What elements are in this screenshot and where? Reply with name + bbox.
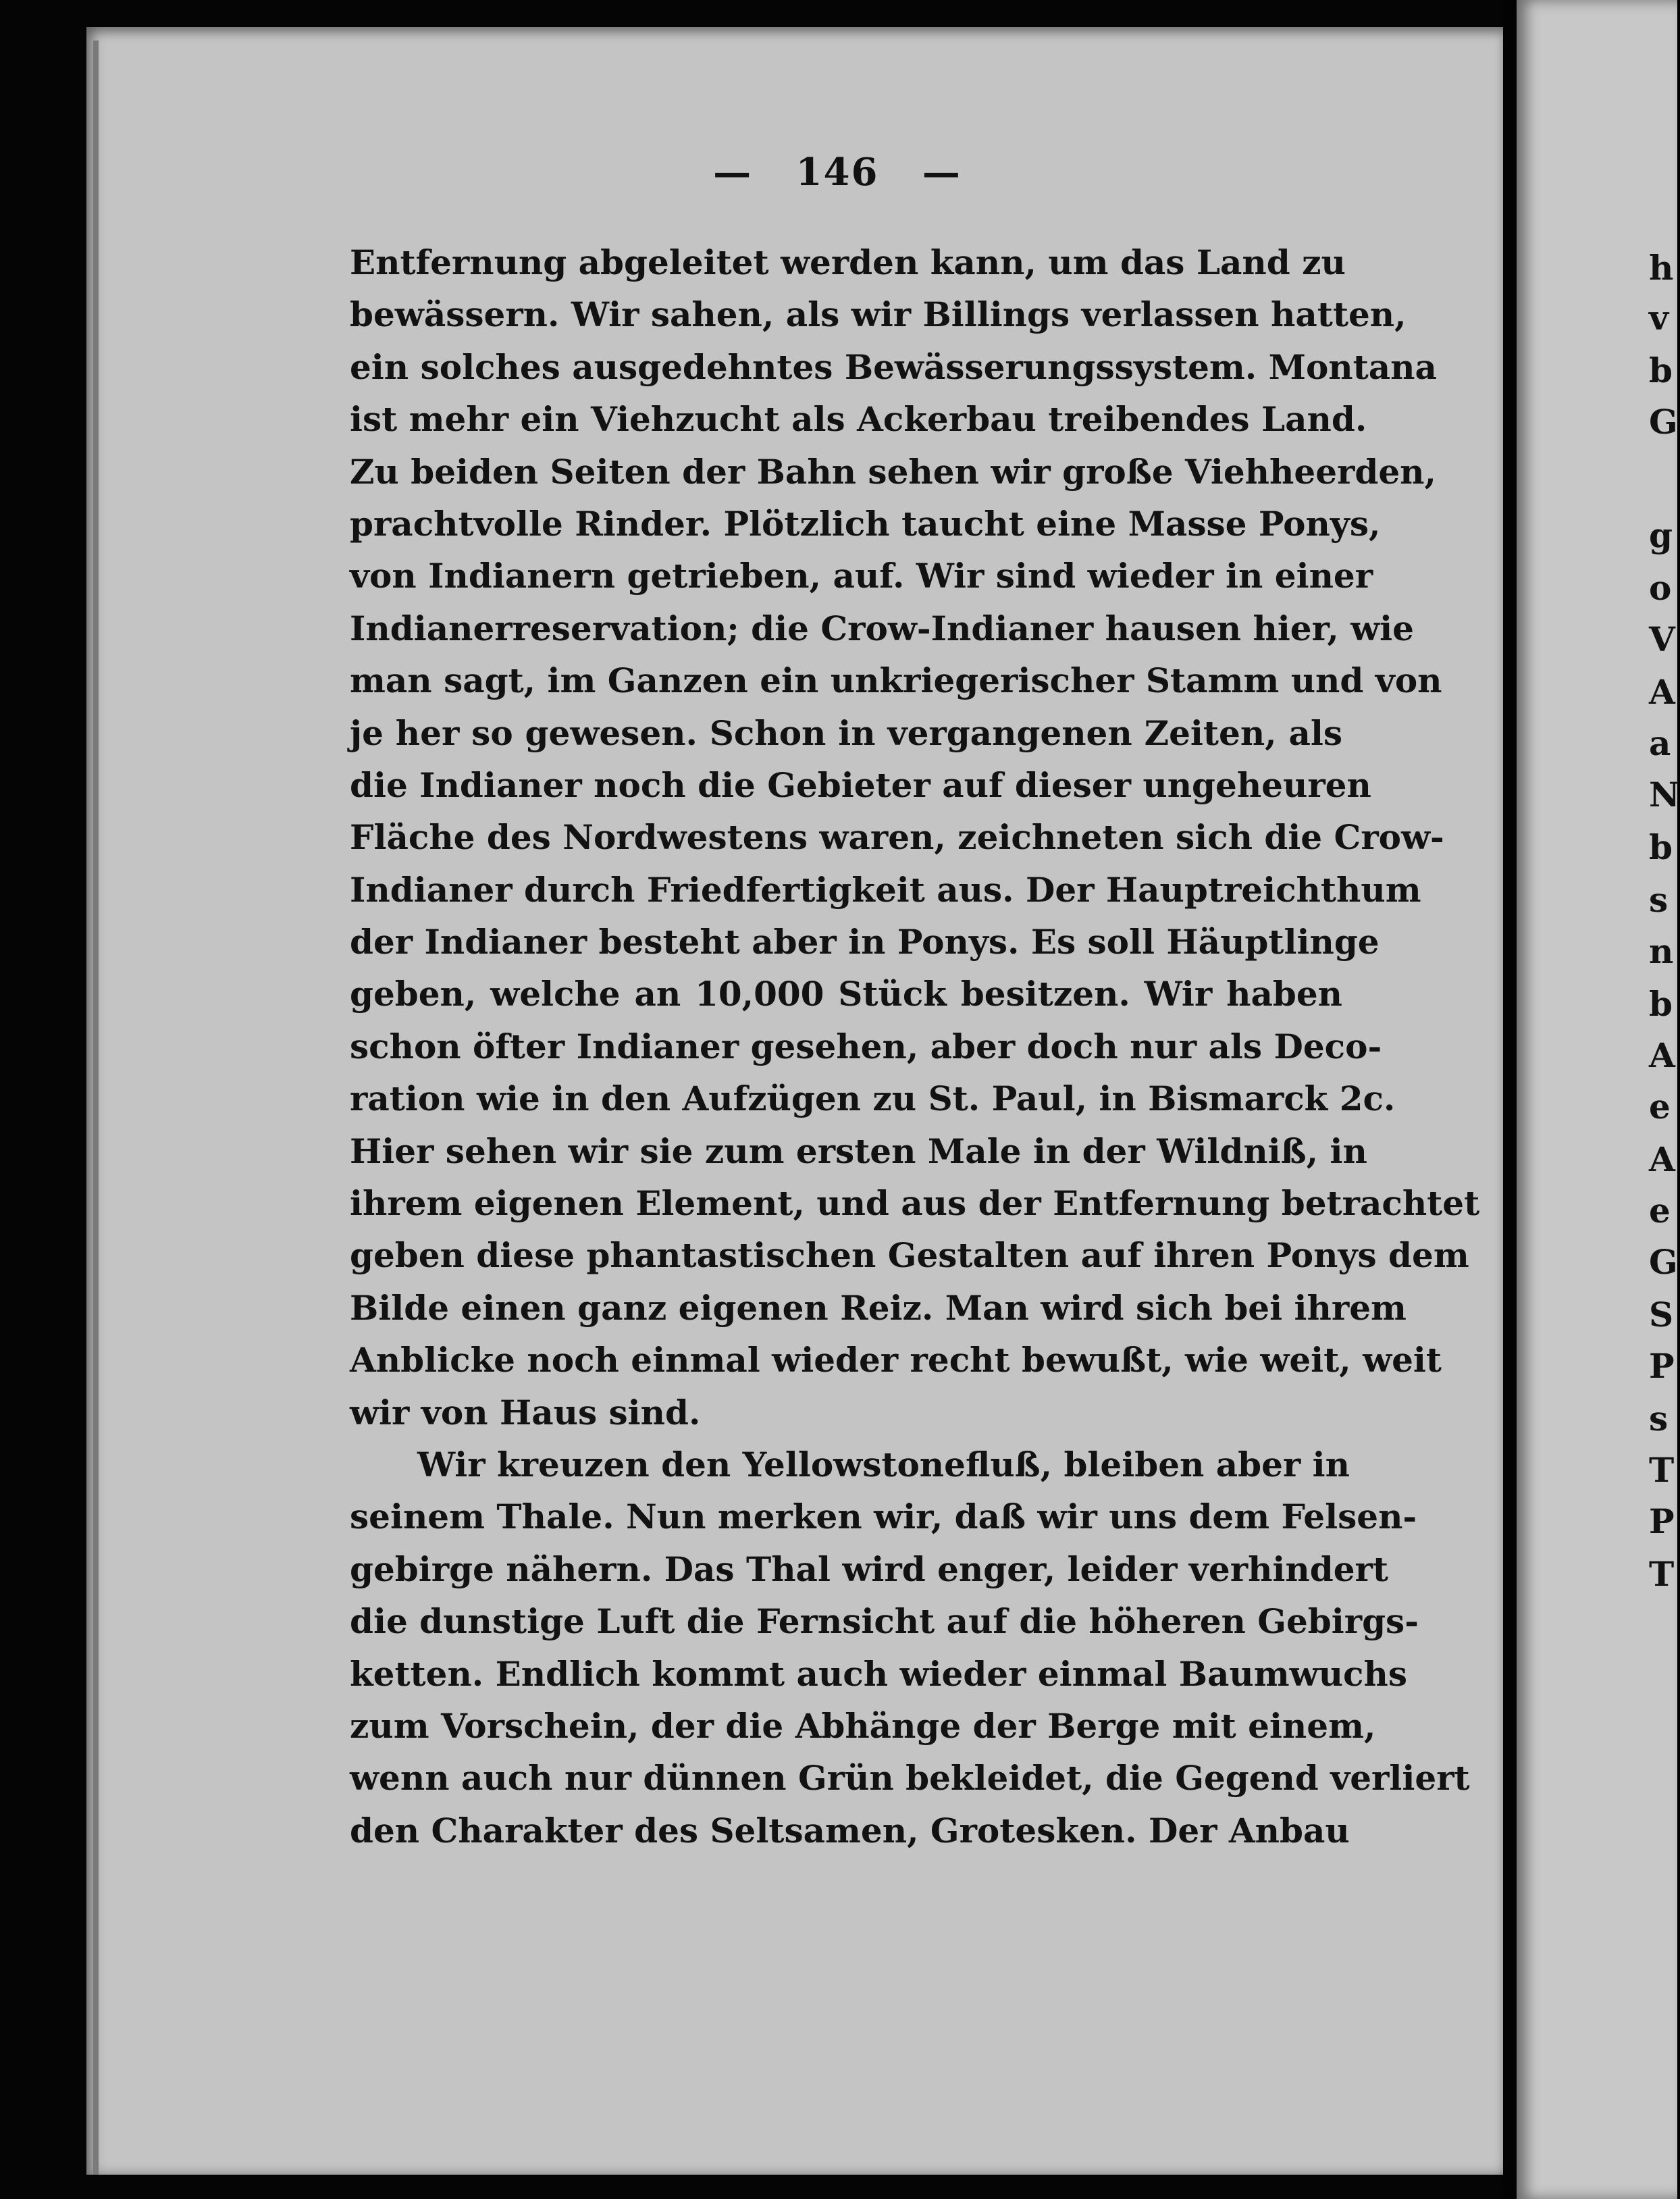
text-line: ein solches ausgedehntes Bewässerungssystem. Montana bbox=[350, 346, 1437, 387]
right-page-letter: e bbox=[1649, 1191, 1671, 1231]
right-page-fragment bbox=[1517, 0, 1680, 2199]
right-page-letter: n bbox=[1649, 931, 1674, 971]
right-page-letter: S bbox=[1649, 1295, 1674, 1335]
page-number: — 146 — bbox=[713, 150, 962, 195]
text-line: man sagt, im Ganzen ein unkriegerischer Stamm und von bbox=[350, 661, 1442, 701]
text-line: prachtvolle Rinder. Plötzlich taucht eine Masse Ponys, bbox=[350, 503, 1381, 544]
text-line: wir von Haus sind. bbox=[350, 1392, 701, 1432]
text-line: von Indianern getrieben, auf. Wir sind wieder in einer bbox=[350, 556, 1373, 596]
right-page-letter: e bbox=[1649, 1087, 1671, 1127]
text-line: den Charakter des Seltsamen, Grotesken. Der Anbau bbox=[350, 1810, 1350, 1851]
right-page-letter: s bbox=[1649, 1399, 1669, 1439]
text-line: seinem Thale. Nun merken wir, daß wir uns dem Felsen- bbox=[350, 1497, 1417, 1537]
text-line: der Indianer besteht aber in Ponys. Es soll Häuptlinge bbox=[350, 922, 1380, 962]
right-page-letter: b bbox=[1649, 351, 1673, 390]
page-edge bbox=[93, 41, 99, 2175]
text-line: Hier sehen wir sie zum ersten Male in der Wildniß, in bbox=[350, 1131, 1367, 1171]
right-page-letter: A bbox=[1649, 1139, 1675, 1179]
right-page-letter: T bbox=[1649, 1554, 1675, 1594]
text-line: Zu beiden Seiten der Bahn sehen wir große Viehheerden, bbox=[350, 451, 1436, 492]
text-line: geben diese phantastischen Gestalten auf ihren Ponys dem bbox=[350, 1235, 1469, 1276]
right-page-letter: V bbox=[1649, 619, 1675, 659]
right-page-letter: A bbox=[1649, 672, 1675, 712]
body-text bbox=[350, 236, 1480, 1857]
right-page-letter: o bbox=[1649, 568, 1672, 608]
right-page-letter: a bbox=[1649, 723, 1671, 763]
text-line: Indianerreservation; die Crow-Indianer hausen hier, wie bbox=[350, 608, 1414, 648]
right-page-letter: N bbox=[1649, 775, 1680, 814]
text-line: bewässern. Wir sahen, als wir Billings verlassen hatten, bbox=[350, 294, 1407, 335]
text-line: geben, welche an 10,000 Stück besitzen. Wir haben bbox=[350, 974, 1342, 1014]
text-line: ketten. Endlich kommt auch wieder einmal Baumwuchs bbox=[350, 1653, 1407, 1694]
text-line: die dunstige Luft die Fernsicht auf die höheren Gebirgs- bbox=[350, 1601, 1419, 1642]
right-page-letter: G bbox=[1649, 1242, 1678, 1282]
right-page-letter: g bbox=[1649, 515, 1673, 555]
book-gutter bbox=[1503, 0, 1517, 2199]
right-page-letter: h bbox=[1649, 248, 1674, 288]
text-line: Indianer durch Friedfertigkeit aus. Der Hauptreichthum bbox=[350, 869, 1421, 910]
text-line: Entfernung abgeleitet werden kann, um das Land zu bbox=[350, 242, 1346, 282]
text-line: schon öfter Indianer gesehen, aber doch nur als Deco- bbox=[350, 1026, 1382, 1066]
text-line: ist mehr ein Viehzucht als Ackerbau treibendes Land. bbox=[350, 399, 1367, 440]
right-page-letter: v bbox=[1649, 298, 1669, 338]
text-line: Fläche des Nordwestens waren, zeichneten sich die Crow- bbox=[350, 817, 1444, 858]
right-page-letter: b bbox=[1649, 827, 1673, 867]
text-line: je her so gewesen. Schon in vergangenen Zeiten, als bbox=[350, 713, 1342, 753]
text-line: Wir kreuzen den Yellowstonefluß, bleiben aber in bbox=[417, 1444, 1350, 1484]
text-line: zum Vorschein, der die Abhänge der Berge mit einem, bbox=[350, 1705, 1376, 1746]
right-page-letter: P bbox=[1649, 1346, 1675, 1386]
right-page-letter: A bbox=[1649, 1035, 1675, 1075]
text-line: Anblicke noch einmal wieder recht bewußt, wie weit, weit bbox=[350, 1340, 1442, 1380]
text-line: gebirge nähern. Das Thal wird enger, leider verhindert bbox=[350, 1549, 1388, 1589]
right-page-letter: T bbox=[1649, 1450, 1675, 1490]
text-line: wenn auch nur dünnen Grün bekleidet, die Gegend verliert bbox=[350, 1758, 1470, 1799]
text-line: die Indianer noch die Gebieter auf dieser ungeheuren bbox=[350, 765, 1371, 805]
right-page-letter: P bbox=[1649, 1501, 1675, 1541]
text-line: ihrem eigenen Element, und aus der Entfernung betrachtet bbox=[350, 1183, 1480, 1224]
right-page-letter: s bbox=[1649, 880, 1669, 920]
text-line: ration wie in den Aufzügen zu St. Paul, in Bismarck 2c. bbox=[350, 1079, 1396, 1119]
text-line: Bilde einen ganz eigenen Reiz. Man wird sich bei ihrem bbox=[350, 1287, 1407, 1328]
right-page-letter: b bbox=[1649, 984, 1673, 1024]
right-page-letter: G bbox=[1649, 402, 1678, 442]
